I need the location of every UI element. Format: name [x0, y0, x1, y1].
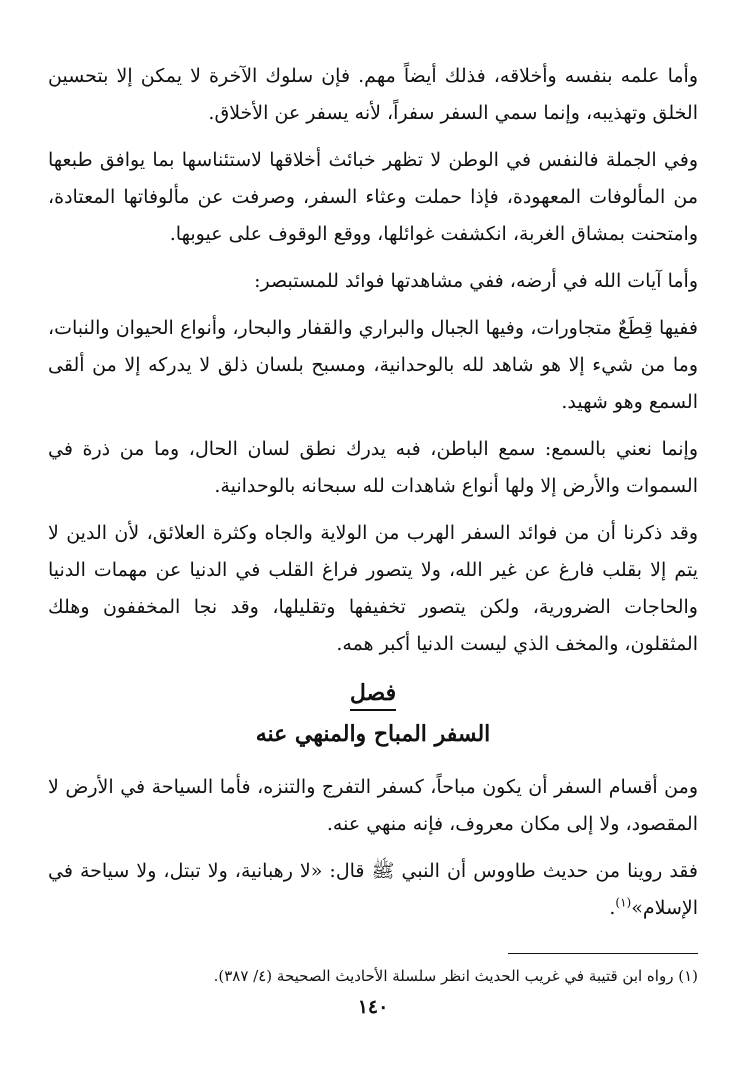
- paragraph-signs-of-god: وأما آيات الله في أرضه، ففي مشاهدتها فوائد للمستبصر:: [254, 270, 698, 292]
- paragraph-soul-in-homeland: وفي الجملة فالنفس في الوطن لا تظهر خبائث أخلاقها لاستئناسها بما يوافق طبعها من المألوفات المعهودة، فإذا حملت وعثاء السفر، وصرفت عن مألوفاتها المعتادة، وامتحنت بمشاق الغربة، انكشفت غوائلها، ووقع الوقوف على عيوبها.: [48, 149, 698, 245]
- paragraph-inner-hearing: وإنما نعني بالسمع: سمع الباطن، فبه يدرك نطق لسان الحال، وما من ذرة في السموات والأرض إلا ولها أنواع شاهدات لله سبحانه بالوحدانية.: [48, 438, 698, 497]
- section-heading: [48, 677, 698, 751]
- footnote-reference[interactable]: (١): [615, 895, 632, 910]
- section-subtitle: السفر المباح والمنهي عنه: [255, 721, 491, 747]
- section-title: فصل: [349, 680, 397, 706]
- paragraph-travel-benefits: وقد ذكرنا أن من فوائد السفر الهرب من الولاية والجاه وكثرة العلائق، لأن الدين لا يتم إلا بقلب فارغ عن غير الله، ولا يتصور فراغ القلب في الدنيا عن مهمات الدنيا والحاجات الضرورية، ولكن يتصور تخفيفها وتقليلها، وقد نجا المخففون وهلك المثقلون، والمخف الذي ليست الدنيا أكبر همه.: [48, 522, 698, 655]
- hadith-end: .: [609, 897, 616, 919]
- hadith-text: فقد روينا من حديث طاووس أن النبي ﷺ قال: «لا رهبانية، ولا تبتل، ولا سياحة في الإسلام»: [48, 860, 698, 919]
- paragraph-hadith: [48, 853, 698, 927]
- paragraph-permitted-travel: ومن أقسام السفر أن يكون مباحاً، كسفر التفرج والتنزه، فأما السياحة في الأرض لا المقصود، ولا إلى مكان معروف، فإنه منهي عنه.: [48, 776, 698, 835]
- footnote: (١) رواه ابن قتيبة في غريب الحديث انظر سلسلة الأحاديث الصحيحة (٤/ ٣٨٧).: [213, 967, 698, 985]
- paragraph-earth-features: ففيها قِطَعٌ متجاورات، وفيها الجبال والبراري والقفار والبحار، وأنواع الحيوان والنبات، وما من شيء إلا هو شاهد لله بالوحدانية، ومسبح بلسان ذلق لا يدركه إلا من ألقى السمع وهو شهيد.: [48, 317, 698, 413]
- section-title-underline: [350, 709, 396, 711]
- paragraph-self-knowledge: وأما علمه بنفسه وأخلاقه، فذلك أيضاً مهم. فإن سلوك الآخرة لا يمكن إلا بتحسين الخلق وتهذيبه، وإنما سمي السفر سفراً، لأنه يسفر عن الأخلاق.: [48, 65, 698, 124]
- page-number: ١٤٠: [357, 996, 389, 1018]
- footnote-separator: [508, 953, 698, 954]
